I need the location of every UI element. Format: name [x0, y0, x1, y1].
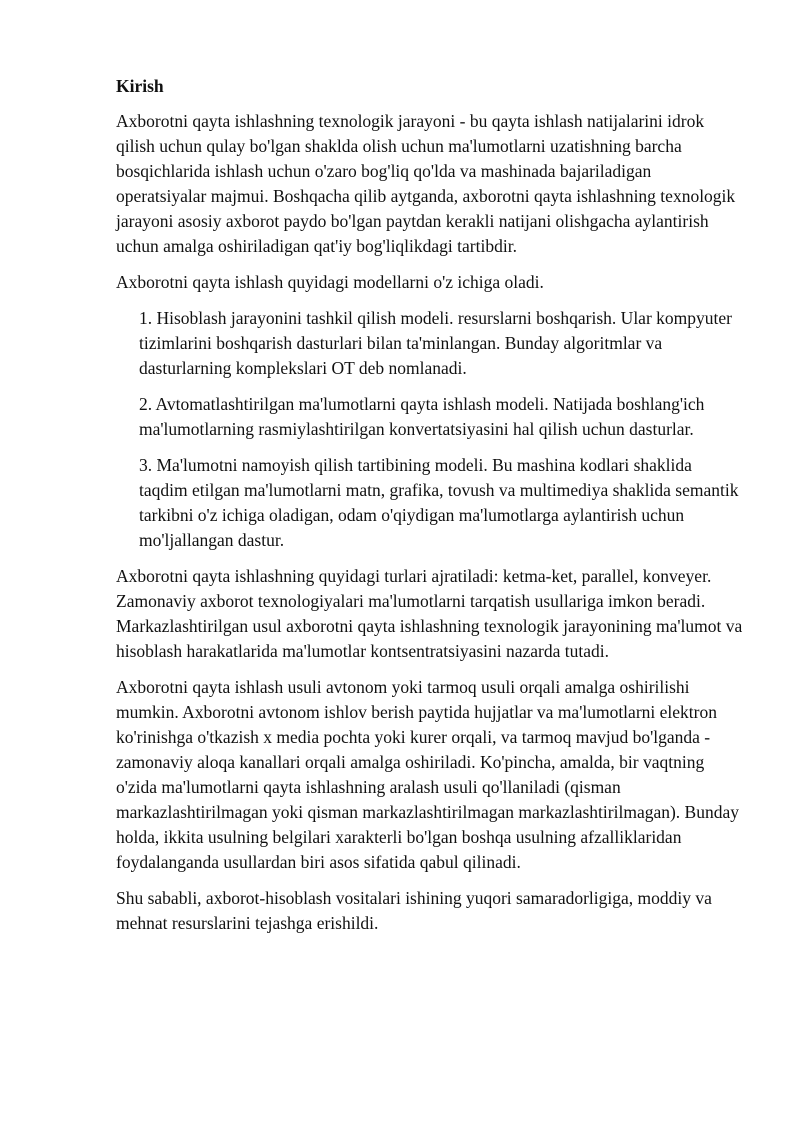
processing-methods-paragraph: Axborotni qayta ishlash usuli avtonom yoki tarmoq usuli orqali amalga oshirilishi mumkin. Axborotni avtonom ishlov berish paytida hujjatlar va ma'lumotlarni elektron ko'rinishga o'tkazish x media pochta yoki kurer orqali, va tarmoq mavjud bo'lganda - zamonaviy aloqa kanallari orqali amalga oshiriladi. Ko'pincha, amalda, bir vaqtning o'zida ma'lumotlarni qayta ishlashning aralash usuli qo'llaniladi (qisman markazlashtirilmagan yoki qisman markazlashtirilmagan markazlashtirilmagan). Bunday holda, ikkita usulning belgilari xarakterli bo'lgan boshqa usulning afzalliklaridan foydalanganda usullardan biri asos sifatida qabul qilinadi. [116, 677, 739, 872]
list-item: 3. Ma'lumotni namoyish qilish tartibining modeli. Bu mashina kodlari shaklida taqdim etilgan ma'lumotlarni matn, grafika, tovush va multimediya shaklida semantik tarkibni o'z ichiga oladigan, odam o'qiydigan ma'lumotlarga aylantirish uchun mo'ljallangan dastur. [139, 455, 739, 550]
models-list [116, 306, 746, 553]
list-item: 1. Hisoblash jarayonini tashkil qilish modeli. resurslarni boshqarish. Ular kompyuter tizimlarini boshqarish dasturlari bilan ta'minlangan. Bunday algoritmlar va dasturlarning komplekslari OT deb nomlanadi. [139, 308, 732, 378]
models-lead-paragraph: Axborotni qayta ishlash quyidagi modellarni o'z ichiga oladi. [116, 272, 544, 292]
conclusion-paragraph: Shu sababli, axborot-hisoblash vositalari ishining yuqori samaradorligiga, moddiy va mehnat resurslarini tejashga erishildi. [116, 888, 712, 933]
document-page [116, 74, 746, 947]
processing-types-paragraph: Axborotni qayta ishlashning quyidagi turlari ajratiladi: ketma-ket, parallel, konveyer. Zamonaviy axborot texnologiyalari ma'lumotlarni tarqatish usullariga imkon beradi. Markazlashtirilgan usul axborotni qayta ishlashning texnologik jarayonining ma'lumot va hisoblash harakatlarida ma'lumotlar kontsentratsiyasini nazarda tutadi. [116, 566, 743, 661]
intro-paragraph: Axborotni qayta ishlashning texnologik jarayoni - bu qayta ishlash natijalarini idrok qilish uchun qulay bo'lgan shaklda olish uchun ma'lumotlarni uzatishning barcha bosqichlarida ishlash uchun o'zaro bog'liq qo'lda va mashinada bajariladigan operatsiyalar majmui. Boshqacha qilib aytganda, axborotni qayta ishlashning texnologik jarayoni asosiy axborot paydo bo'lgan paytdan kerakli natijani olishgacha aylantirish uchun amalga oshiriladigan qat'iy bog'liqlikdagi tartibdir. [116, 111, 736, 256]
section-heading: Kirish [116, 76, 164, 96]
list-item: 2. Avtomatlashtirilgan ma'lumotlarni qayta ishlash modeli. Natijada boshlang'ich ma'lumotlarning rasmiylashtirilgan konvertatsiyasini hal qilish uchun dasturlar. [139, 394, 705, 439]
